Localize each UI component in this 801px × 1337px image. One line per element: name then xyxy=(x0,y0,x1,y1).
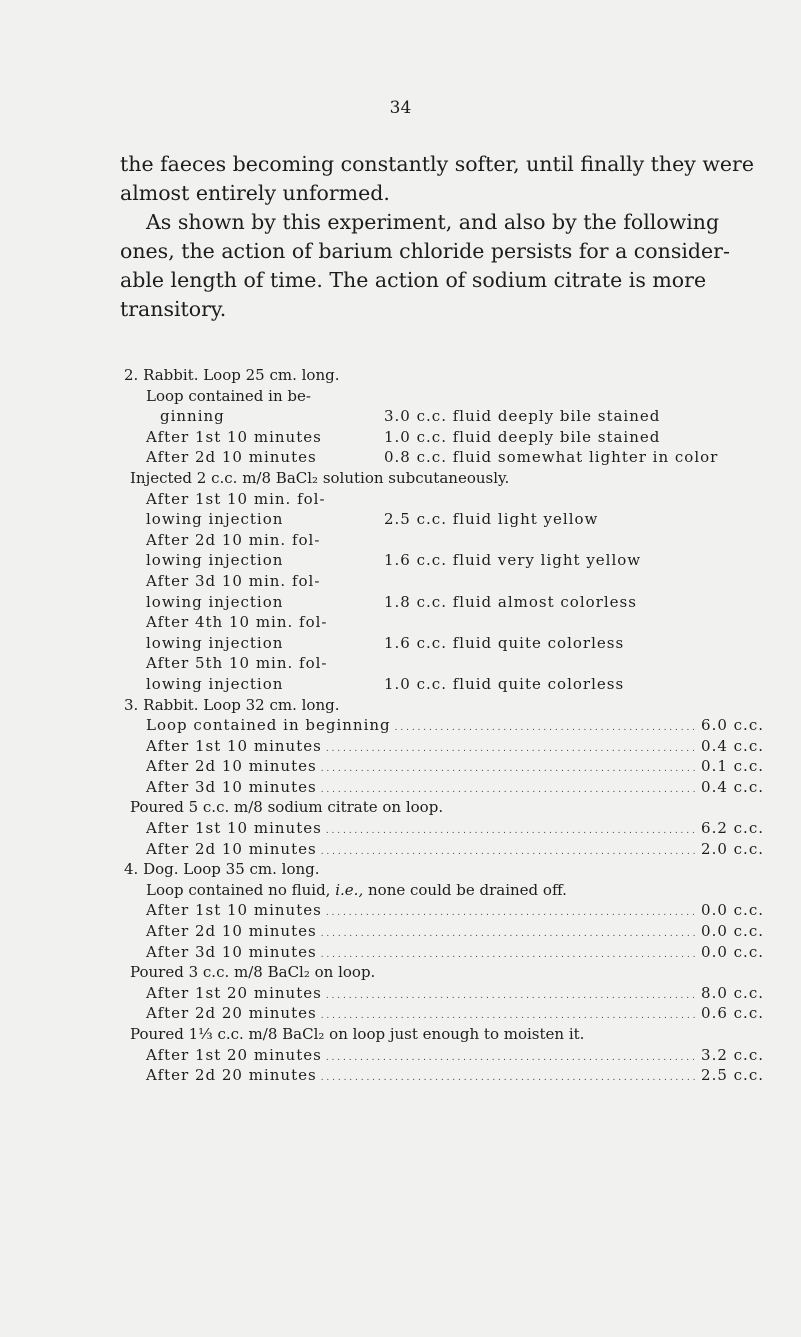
exp2-after-2-label: After 2d 10 min. fol- xyxy=(146,530,321,549)
exp2-row-1-label-2: ginning xyxy=(160,407,225,426)
exp2-row-1-value: 3.0 c.c. fluid deeply bile stained xyxy=(384,407,661,426)
exp4-note-a: Loop contained no fluid, xyxy=(146,880,331,899)
exp2-after-1-label: After 1st 10 min. fol- xyxy=(146,489,326,508)
exp4-row-2-value: 0.0 c.c. xyxy=(701,922,764,941)
exp2-after-4-value: 1.6 c.c. fluid quite colorless xyxy=(384,633,625,652)
exp3-row-2 xyxy=(124,736,764,757)
exp3-row-3 xyxy=(124,756,764,777)
page-number: 34 xyxy=(389,98,412,118)
exp3-after-2-label: After 2d 10 minutes xyxy=(146,839,317,858)
exp3-row-3-label: After 2d 10 minutes xyxy=(146,757,317,776)
exp3-row-2-value: 0.4 c.c. xyxy=(701,736,764,755)
exp2-after-2-value: 1.6 c.c. fluid very light yellow xyxy=(384,551,642,570)
experiments xyxy=(124,365,764,1086)
exp3-row-3-value: 0.1 c.c. xyxy=(701,757,764,776)
intro-text xyxy=(120,150,760,324)
exp4-note-ie: i.e., xyxy=(335,880,364,899)
exp3-after-1-label: After 1st 10 minutes xyxy=(146,819,322,838)
exp2-after-3-value: 1.8 c.c. fluid almost colorless xyxy=(384,592,637,611)
exp2-after-5-value: 1.0 c.c. fluid quite colorless xyxy=(384,674,625,693)
exp2-row-2-label: After 1st 10 minutes xyxy=(146,427,322,446)
exp2-after-1-value: 2.5 c.c. fluid light yellow xyxy=(384,510,599,529)
exp4-row3-1-value: 3.2 c.c. xyxy=(701,1045,764,1064)
exp2-row-2 xyxy=(124,427,764,448)
exp4-row-1-value: 0.0 c.c. xyxy=(701,901,764,920)
exp3-row-1-label: Loop contained in beginning xyxy=(146,716,391,735)
exp4-poured-2: Poured 1⅓ c.c. m/8 BaCl₂ on loop just enough to moisten it. xyxy=(130,1025,585,1043)
exp4-row2-2 xyxy=(124,1003,764,1024)
exp4-note-b: none could be drained off. xyxy=(368,880,567,899)
exp2-row-2-value: 1.0 c.c. fluid deeply bile stained xyxy=(384,427,661,446)
exp3-row-4 xyxy=(124,777,764,798)
exp3-row-1 xyxy=(124,715,764,736)
exp4-row-1-label: After 1st 10 minutes xyxy=(146,901,322,920)
exp3-poured: Poured 5 c.c. m/8 sodium citrate on loop. xyxy=(130,798,444,817)
exp2-row-3-label: After 2d 10 minutes xyxy=(146,448,317,467)
exp3-after-1-value: 6.2 c.c. xyxy=(701,819,764,838)
exp4-row3-2-label: After 2d 20 minutes xyxy=(146,1066,317,1085)
exp2-after-1-label-2: lowing injection xyxy=(146,510,284,529)
exp2-after-3-label: After 3d 10 min. fol- xyxy=(146,571,321,590)
exp3-row-1-value: 6.0 c.c. xyxy=(701,716,764,735)
exp2-after-5-label-2: lowing injection xyxy=(146,674,284,693)
exp4-row-3 xyxy=(124,942,764,963)
exp3-header: 3. Rabbit. Loop 32 cm. long. xyxy=(124,695,340,714)
exp4-poured-1: Poured 3 c.c. m/8 BaCl₂ on loop. xyxy=(130,963,376,982)
exp2-after-4 xyxy=(124,633,764,654)
exp4-row2-1 xyxy=(124,983,764,1004)
exp2-after-5 xyxy=(124,674,764,695)
exp3-row-2-label: After 1st 10 minutes xyxy=(146,736,322,755)
exp2-after-2 xyxy=(124,550,764,571)
exp4-row2-1-value: 8.0 c.c. xyxy=(701,983,764,1002)
exp4-row-2 xyxy=(124,921,764,942)
intro-paragraph-2: As shown by this experiment, and also by the following ones, the action of barium chloride persists for a consider-able length of time. The action of sodium citrate is more transitory. xyxy=(120,210,730,321)
exp2-row-3 xyxy=(124,447,764,468)
exp4-row-1 xyxy=(124,900,764,921)
exp4-row3-2-value: 2.5 c.c. xyxy=(701,1066,764,1085)
exp4-row3-2 xyxy=(124,1065,764,1086)
exp4-row2-1-label: After 1st 20 minutes xyxy=(146,983,322,1002)
exp2-row-1 xyxy=(124,406,764,427)
exp4-row2-2-value: 0.6 c.c. xyxy=(701,1004,764,1023)
exp4-note xyxy=(124,880,764,901)
exp2-row-1-label: Loop contained in be- xyxy=(146,386,311,405)
exp4-row3-1 xyxy=(124,1045,764,1066)
exp2-after-3 xyxy=(124,592,764,613)
exp3-after-1 xyxy=(124,818,764,839)
exp3-row-4-label: After 3d 10 minutes xyxy=(146,777,317,796)
intro-paragraph-1: the faeces becoming constantly softer, until finally they were almost entirely unformed. xyxy=(120,152,754,205)
exp4-row2-2-label: After 2d 20 minutes xyxy=(146,1004,317,1023)
exp2-header: 2. Rabbit. Loop 25 cm. long. xyxy=(124,366,340,384)
exp4-row-3-value: 0.0 c.c. xyxy=(701,942,764,961)
exp2-injection: Injected 2 c.c. m/8 BaCl₂ solution subcutaneously. xyxy=(130,468,510,487)
exp2-after-4-label-2: lowing injection xyxy=(146,633,284,652)
exp3-after-2 xyxy=(124,839,764,860)
exp4-header: 4. Dog. Loop 35 cm. long. xyxy=(124,860,320,879)
exp3-after-2-value: 2.0 c.c. xyxy=(701,839,764,858)
exp2-row-3-value: 0.8 c.c. fluid somewhat lighter in color xyxy=(384,448,719,467)
exp2-after-4-label: After 4th 10 min. fol- xyxy=(146,613,328,632)
exp2-after-2-label-2: lowing injection xyxy=(146,551,284,570)
exp2-after-3-label-2: lowing injection xyxy=(146,592,284,611)
exp4-row-3-label: After 3d 10 minutes xyxy=(146,942,317,961)
exp2-after-1 xyxy=(124,509,764,530)
exp3-row-4-value: 0.4 c.c. xyxy=(701,777,764,796)
exp2-after-5-label: After 5th 10 min. fol- xyxy=(146,654,328,673)
exp4-row-2-label: After 2d 10 minutes xyxy=(146,922,317,941)
exp4-row3-1-label: After 1st 20 minutes xyxy=(146,1045,322,1064)
